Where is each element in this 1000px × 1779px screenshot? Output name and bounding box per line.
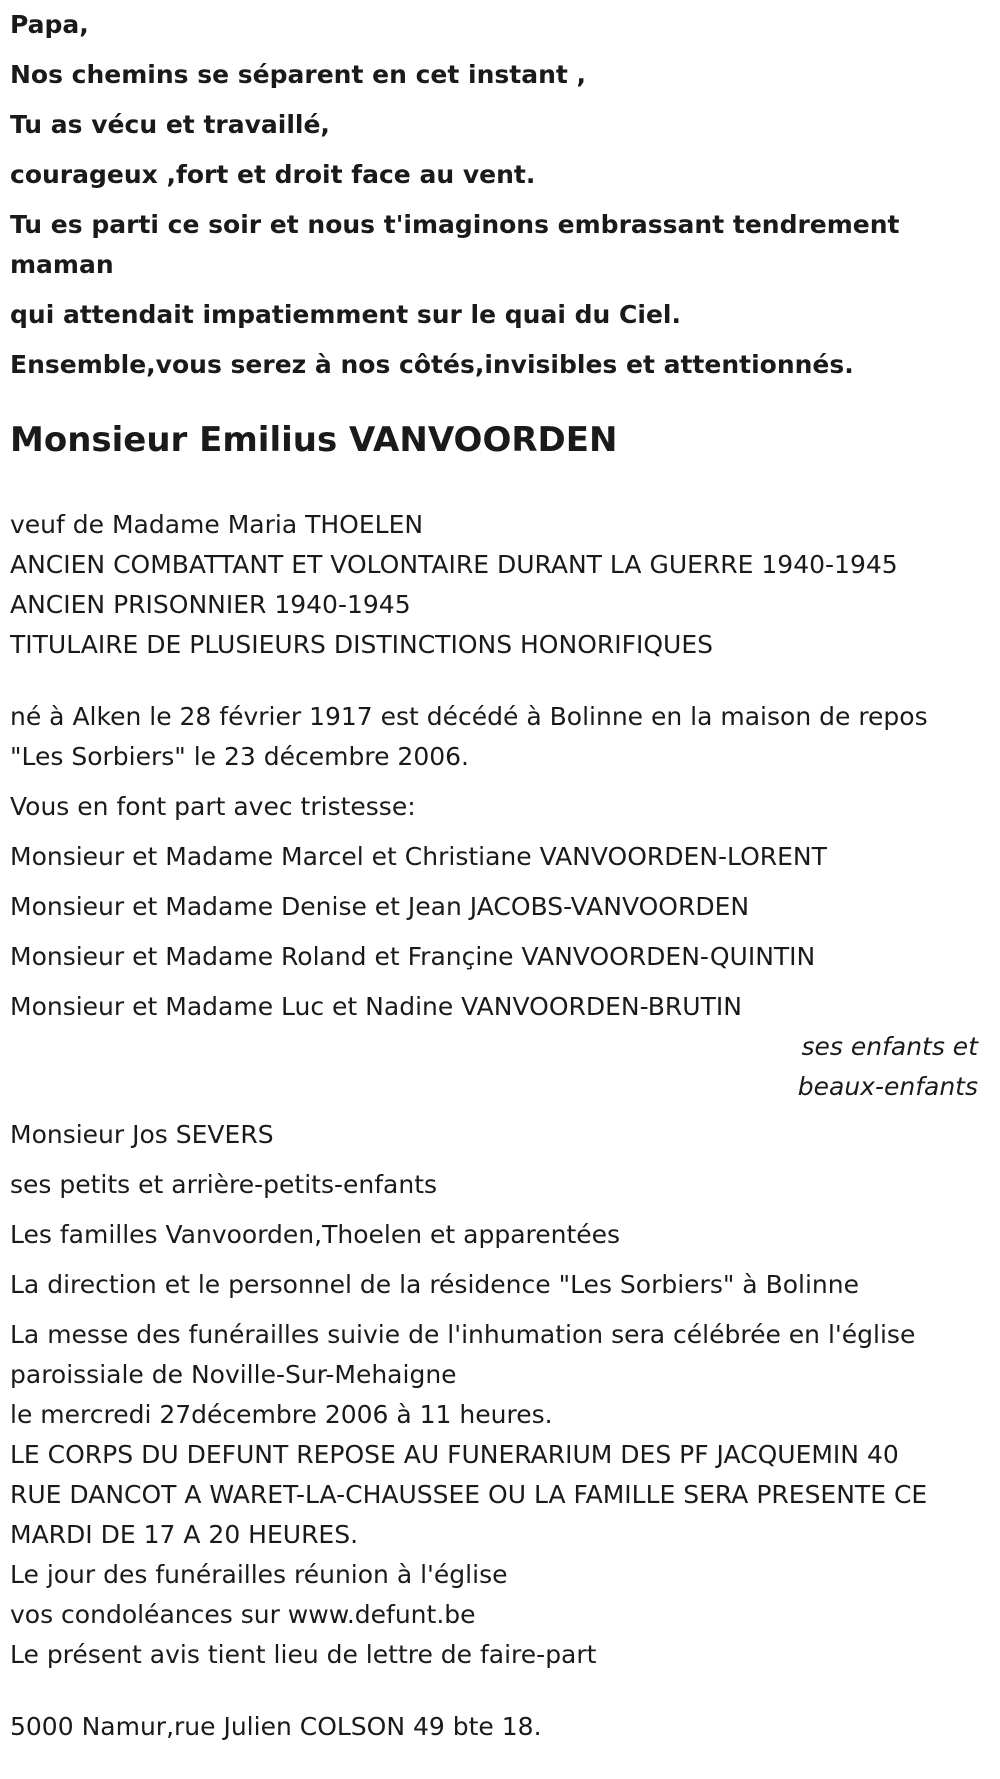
funeral-block: [10, 1315, 990, 1675]
funeral-line: Le présent avis tient lieu de lettre de faire-part: [10, 1640, 597, 1669]
other-line: ses petits et arrière-petits-enfants: [10, 1170, 438, 1199]
poem-line: Papa,: [10, 10, 89, 39]
other-line: Les familles Vanvoorden,Thoelen et apparentées: [10, 1220, 621, 1249]
poem-line: Tu as vécu et travaillé,: [10, 110, 330, 139]
child-line: Monsieur et Madame Roland et Françine VANVOORDEN-QUINTIN: [10, 942, 816, 971]
title-line: TITULAIRE DE PLUSIEURS DISTINCTIONS HONORIFIQUES: [10, 630, 714, 659]
poem-line: maman: [10, 250, 114, 279]
funeral-line: Le jour des funérailles réunion à l'église: [10, 1560, 508, 1589]
funeral-line: RUE DANCOT A WARET-LA-CHAUSSEE OU LA FAMILLE SERA PRESENTE CE: [10, 1480, 928, 1509]
family-block: [10, 787, 990, 1027]
funeral-line: le mercredi 27décembre 2006 à 11 heures.: [10, 1400, 553, 1429]
birth-death-line: "Les Sorbiers" le 23 décembre 2006.: [10, 742, 469, 771]
titles-block: [10, 505, 990, 665]
children-note-line: ses enfants et: [801, 1032, 978, 1061]
other-line: Monsieur Jos SEVERS: [10, 1120, 274, 1149]
deceased-name: Monsieur Emilius VANVOORDEN: [10, 420, 618, 460]
children-note-line: beaux-enfants: [797, 1072, 978, 1101]
funeral-line: LE CORPS DU DEFUNT REPOSE AU FUNERARIUM DES PF JACQUEMIN 40: [10, 1440, 899, 1469]
child-line: Monsieur et Madame Denise et Jean JACOBS-VANVOORDEN: [10, 892, 750, 921]
poem: [10, 0, 990, 385]
poem-line: qui attendait impatiemment sur le quai du Ciel.: [10, 300, 681, 329]
funeral-line: vos condoléances sur www.defunt.be: [10, 1600, 476, 1629]
title-line: ANCIEN COMBATTANT ET VOLONTAIRE DURANT LA GUERRE 1940-1945: [10, 550, 898, 579]
children-note: [10, 1027, 990, 1107]
child-line: Monsieur et Madame Luc et Nadine VANVOORDEN-BRUTIN: [10, 992, 742, 1021]
poem-line: Tu es parti ce soir et nous t'imaginons embrassant tendrement: [10, 210, 900, 239]
address: 5000 Namur,rue Julien COLSON 49 bte 18.: [10, 1712, 542, 1741]
funeral-line: MARDI DE 17 A 20 HEURES.: [10, 1520, 359, 1549]
funeral-line: paroissiale de Noville-Sur-Mehaigne: [10, 1360, 457, 1389]
poem-line: courageux ,fort et droit face au vent.: [10, 160, 536, 189]
child-line: Monsieur et Madame Marcel et Christiane VANVOORDEN-LORENT: [10, 842, 827, 871]
birth-death-block: [10, 697, 990, 777]
birth-death-line: né à Alken le 28 février 1917 est décédé à Bolinne en la maison de repos: [10, 702, 928, 731]
announce-line: Vous en font part avec tristesse:: [10, 792, 416, 821]
title-line: veuf de Madame Maria THOELEN: [10, 510, 424, 539]
others-block: [10, 1115, 990, 1305]
poem-line: Nos chemins se séparent en cet instant ,: [10, 60, 587, 89]
funeral-line: La messe des funérailles suivie de l'inhumation sera célébrée en l'église: [10, 1320, 916, 1349]
other-line: La direction et le personnel de la résidence "Les Sorbiers" à Bolinne: [10, 1270, 859, 1299]
title-line: ANCIEN PRISONNIER 1940-1945: [10, 590, 411, 619]
poem-line: Ensemble,vous serez à nos côtés,invisibles et attentionnés.: [10, 350, 854, 379]
